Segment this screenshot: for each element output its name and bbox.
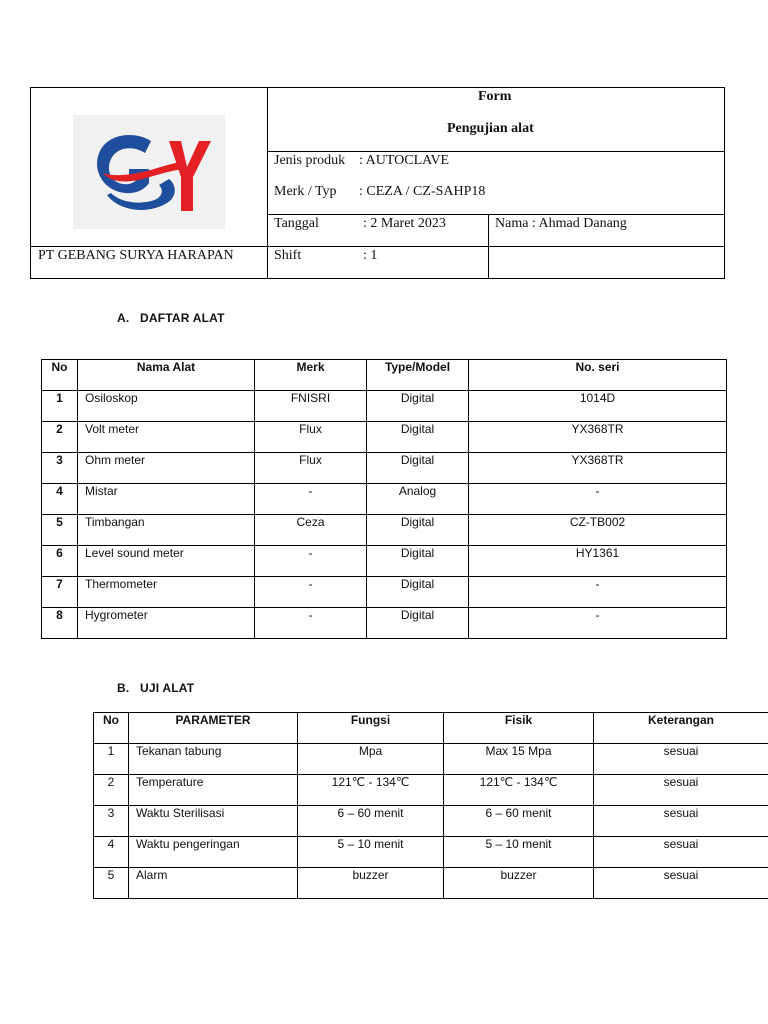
daftar-alat-table	[41, 359, 727, 639]
table-cell: Mpa	[298, 744, 444, 775]
table-cell: Level sound meter	[78, 546, 255, 577]
tanggal-value: : 2 Maret 2023	[363, 216, 446, 231]
table-cell: Waktu Sterilisasi	[129, 806, 298, 837]
table-cell: sesuai	[594, 868, 768, 899]
column-header: Fisik	[444, 713, 594, 744]
table-cell: Temperature	[129, 775, 298, 806]
table-cell: 121℃ - 134℃	[444, 775, 594, 806]
table-row	[42, 546, 727, 577]
table-cell: sesuai	[594, 775, 768, 806]
column-header: Merk	[255, 360, 367, 391]
table-cell: -	[469, 577, 727, 608]
table-cell: 1014D	[469, 391, 727, 422]
table-cell: Flux	[255, 453, 367, 484]
table-cell: 8	[42, 608, 78, 639]
table-cell: Mistar	[78, 484, 255, 515]
table-cell: FNISRI	[255, 391, 367, 422]
merk-value: : CEZA / CZ-SAHP18	[359, 184, 486, 199]
table-cell: 5	[94, 868, 129, 899]
table-row	[42, 422, 727, 453]
table-row	[42, 608, 727, 639]
table-cell: 4	[42, 484, 78, 515]
table-cell: Max 15 Mpa	[444, 744, 594, 775]
table-cell: 5 – 10 menit	[298, 837, 444, 868]
table-cell: Digital	[367, 422, 469, 453]
table-row	[42, 391, 727, 422]
table-row	[94, 775, 768, 806]
tanggal-label: Tanggal	[274, 216, 319, 231]
shift-label: Shift	[274, 248, 302, 263]
table-cell: Digital	[367, 577, 469, 608]
table-header-row	[94, 713, 768, 744]
table-cell: 7	[42, 577, 78, 608]
merk-label: Merk / Typ	[274, 184, 337, 199]
uji-alat-table	[93, 712, 768, 899]
table-cell: Tekanan tabung	[129, 744, 298, 775]
table-cell: Ohm meter	[78, 453, 255, 484]
table-cell: Digital	[367, 391, 469, 422]
company-name: PT GEBANG SURYA HARAPAN	[38, 248, 234, 263]
table-cell: 1	[94, 744, 129, 775]
table-cell: Ceza	[255, 515, 367, 546]
jenis-produk-value: : AUTOCLAVE	[359, 153, 450, 168]
table-cell: 4	[94, 837, 129, 868]
table-cell: Digital	[367, 608, 469, 639]
table-cell: 5 – 10 menit	[444, 837, 594, 868]
table-cell: Waktu pengeringan	[129, 837, 298, 868]
table-cell: 5	[42, 515, 78, 546]
table-cell: sesuai	[594, 837, 768, 868]
column-header: No	[94, 713, 129, 744]
table-cell: 1	[42, 391, 78, 422]
column-header: Nama Alat	[78, 360, 255, 391]
nama-field: Nama : Ahmad Danang	[495, 216, 627, 231]
table-row	[94, 837, 768, 868]
divider	[267, 88, 268, 278]
table-cell: Thermometer	[78, 577, 255, 608]
table-cell: Alarm	[129, 868, 298, 899]
table-cell: Digital	[367, 453, 469, 484]
table-cell: -	[255, 546, 367, 577]
jenis-produk-label: Jenis produk	[274, 153, 346, 168]
section-a-title: A. DAFTAR ALAT	[117, 311, 225, 325]
table-cell: 6	[42, 546, 78, 577]
column-header: Keterangan	[594, 713, 768, 744]
table-cell: sesuai	[594, 744, 768, 775]
table-cell: -	[469, 484, 727, 515]
column-header: PARAMETER	[129, 713, 298, 744]
table-cell: 2	[94, 775, 129, 806]
table-cell: sesuai	[594, 806, 768, 837]
table-cell: CZ-TB002	[469, 515, 727, 546]
form-header	[30, 87, 725, 279]
table-cell: YX368TR	[469, 422, 727, 453]
column-header: Fungsi	[298, 713, 444, 744]
table-cell: Hygrometer	[78, 608, 255, 639]
table-cell: -	[255, 484, 367, 515]
table-row	[42, 484, 727, 515]
table-cell: buzzer	[444, 868, 594, 899]
table-cell: Osiloskop	[78, 391, 255, 422]
table-cell: HY1361	[469, 546, 727, 577]
table-cell: YX368TR	[469, 453, 727, 484]
shift-value: : 1	[363, 248, 378, 263]
table-cell: -	[255, 608, 367, 639]
form-subtitle: Pengujian alat	[447, 121, 534, 136]
table-cell: Timbangan	[78, 515, 255, 546]
divider	[31, 246, 724, 247]
divider	[267, 214, 724, 215]
table-cell: Volt meter	[78, 422, 255, 453]
table-row	[42, 453, 727, 484]
company-logo	[73, 115, 225, 229]
table-row	[42, 577, 727, 608]
logo-image	[73, 115, 225, 229]
divider	[488, 214, 489, 278]
divider	[267, 151, 724, 152]
table-cell: -	[255, 577, 367, 608]
table-cell: Digital	[367, 515, 469, 546]
table-cell: -	[469, 608, 727, 639]
table-cell: Flux	[255, 422, 367, 453]
form-title: Form	[478, 89, 512, 104]
section-b-title: B. UJI ALAT	[117, 681, 195, 695]
column-header: No. seri	[469, 360, 727, 391]
table-header-row	[42, 360, 727, 391]
table-cell: 2	[42, 422, 78, 453]
table-cell: Analog	[367, 484, 469, 515]
table-row	[94, 868, 768, 899]
table-cell: Digital	[367, 546, 469, 577]
table-cell: buzzer	[298, 868, 444, 899]
column-header: No	[42, 360, 78, 391]
table-row	[94, 744, 768, 775]
table-cell: 3	[42, 453, 78, 484]
table-cell: 121℃ - 134℃	[298, 775, 444, 806]
table-cell: 3	[94, 806, 129, 837]
table-row	[42, 515, 727, 546]
column-header: Type/Model	[367, 360, 469, 391]
table-cell: 6 – 60 menit	[298, 806, 444, 837]
table-cell: 6 – 60 menit	[444, 806, 594, 837]
table-row	[94, 806, 768, 837]
